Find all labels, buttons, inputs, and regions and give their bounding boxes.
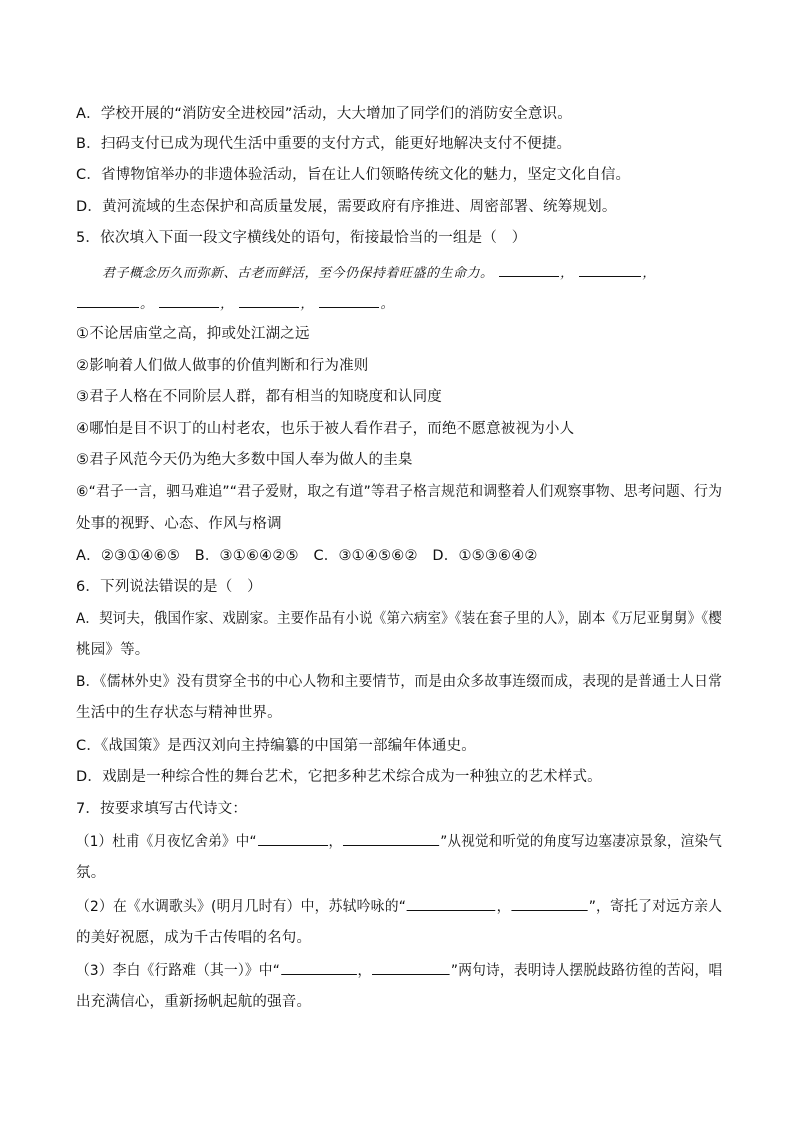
answer-blank[interactable] [319,293,379,308]
comma: ， [496,899,511,915]
q5-item-3: ③君子人格在不同阶层人群，都有相当的知晓度和认同度 [76,389,442,405]
q6-option-a-cont: 桃园》等。 [76,642,150,658]
q7-part3-prefix: （3）李白《行路难（其一）》中“ [76,963,280,979]
answer-blank[interactable] [407,896,496,911]
q5-item-6-cont: 处事的视野、心态、作风与格调 [76,516,282,532]
q7-part2 [76,896,722,917]
comma: ， [300,297,314,312]
answer-blank[interactable] [499,262,559,277]
answer-blank[interactable] [77,293,139,308]
comma: ， [220,297,234,312]
q6-option-b: B．《儒林外史》没有贯穿全书的中心人物和主要情节，而是由众多故事连缀而成，表现的是普通士人日常 [76,674,723,690]
q7-part2-suffix: ”，寄托了对远方亲人 [588,899,723,915]
q7-part1 [76,831,722,852]
q5-options: A．②③①④⑥⑤ B．③①⑥④②⑤ C．③①④⑤⑥② D．①⑤③⑥④② [76,548,538,564]
q5-item-4: ④哪怕是目不识丁的山村老农，也乐于被人看作君子，而绝不愿意被视为小人 [76,421,575,437]
q6-stem: 6．下列说法错误的是（ ） [76,579,262,595]
comma: ， [560,266,574,281]
q5-passage-text: 君子概念历久而弥新、古老而鲜活，至今仍保持着旺盛的生命力。 [102,266,494,281]
q5-item-1: ①不论居庙堂之高，抑或处江湖之远 [76,326,310,342]
comma: ， [357,963,372,979]
q6-option-b-cont: 生活中的生存状态与精神世界。 [76,705,282,721]
q7-part2-cont: 的美好祝愿，成为千古传唱的名句。 [76,930,312,946]
q5-passage-line2 [76,293,394,315]
q5-passage-line1 [102,262,656,284]
q7-part3-suffix: ”两句诗，表明诗人摆脱歧路彷徨的苦闷，唱 [450,963,723,979]
q5-item-5: ⑤君子风范今天仍为绝大多数中国人奉为做人的圭臬 [76,452,413,468]
q6-option-a: A．契诃夫，俄国作家、戏剧家。主要作品有小说《第六病室》《装在套子里的人》，剧本《万尼亚舅舅》《樱 [76,611,722,627]
q5-stem: 5．依次填入下面一段文字横线处的语句，衔接最恰当的一组是（ ） [76,230,527,246]
q7-part3 [76,960,722,981]
q6-option-d: D．戏剧是一种综合性的舞台艺术，它把多种艺术综合成为一种独立的艺术样式。 [76,769,602,785]
q4-option-d: D．黄河流域的生态保护和高质量发展，需要政府有序推进、周密部署、统筹规划。 [76,199,617,215]
comma: ， [642,266,656,281]
q7-part1-prefix: （1）杜甫《月夜忆舍弟》中“ [76,834,257,850]
q5-item-6: ⑥“君子一言，驷马难追”“君子爱财，取之有道”等君子格言规范和调整着人们观察事物、思考问题、行为 [76,484,723,500]
q6-option-c: C．《战国策》是西汉刘向主持编纂的中国第一部编年体通史。 [76,738,476,754]
q7-part1-cont: 氛。 [76,865,106,881]
answer-blank[interactable] [372,960,450,975]
q4-option-c: C．省博物馆举办的非遗体验活动，旨在让人们领略传统文化的魅力，坚定文化自信。 [76,167,631,183]
answer-blank[interactable] [159,293,219,308]
answer-blank[interactable] [579,262,641,277]
answer-blank[interactable] [281,960,357,975]
q7-stem: 7．按要求填写古代诗文： [76,801,248,817]
q7-part1-suffix: ”从视觉和听觉的角度写边塞凄凉景象，渲染气 [440,834,722,850]
q4-option-b: B．扫码支付已成为现代生活中重要的支付方式，能更好地解决支付不便捷。 [76,136,572,152]
answer-blank[interactable] [343,831,439,846]
answer-blank[interactable] [258,831,328,846]
q5-item-2: ②影响着人们做人做事的价值判断和行为准则 [76,358,369,374]
answer-blank[interactable] [239,293,299,308]
q7-part3-cont: 出充满信心，重新扬帆起航的强音。 [76,994,312,1010]
period: 。 [140,297,154,312]
q7-part2-prefix: （2）在《水调歌头》(明月几时有）中，苏轼吟咏的“ [76,899,407,915]
q4-option-a: A．学校开展的“消防安全进校园”活动，大大增加了同学们的消防安全意识。 [76,106,572,122]
period: 。 [380,297,394,312]
comma: ， [328,834,343,850]
answer-blank[interactable] [512,896,588,911]
